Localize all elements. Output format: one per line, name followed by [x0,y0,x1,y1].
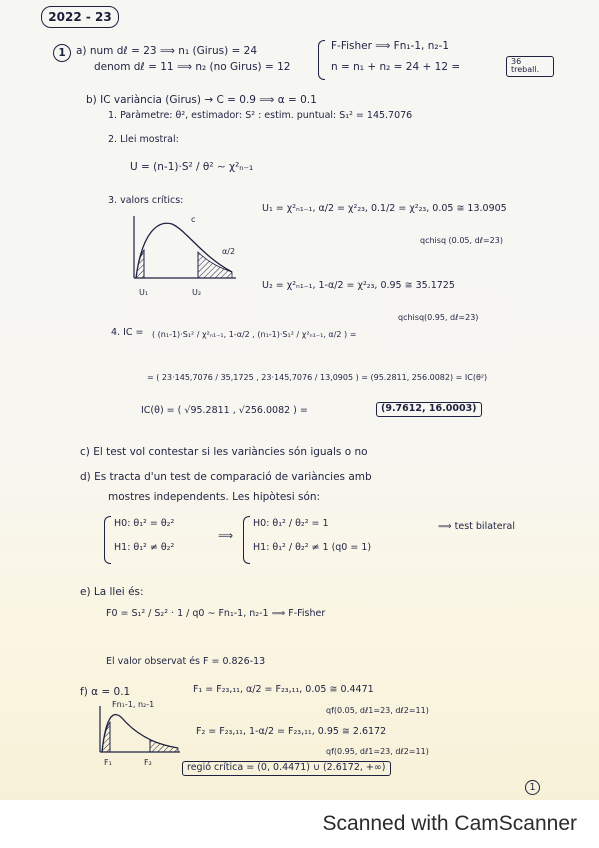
part-c-text: c) El test vol contestar si les variàncies són iguals o no [80,446,368,458]
part-b-ic-result: (9.7612, 16.0003) [376,402,482,417]
sketch-label-c: c [191,215,196,224]
part-f-f1: F₁ = F₂₃,₁₁, α/2 = F₂₃,₁₁, 0.05 ≅ 0.4471 [193,684,374,695]
part-a-n-total: n = n₁ + n₂ = 24 + 12 = [331,61,461,73]
part-e-formula: F0 = S₁² / S₂² · 1 / q0 ∼ Fn₁-1, n₂-1 ⟹ F-Fisher [106,608,326,619]
hypothesis-h0-ratio: H0: θ₁² / θ₂² = 1 [253,518,329,529]
test-type-note: ⟹ test bilateral [438,521,515,532]
part-a-line1: a) num dℓ = 23 ⟹ n₁ (Girus) = 24 [76,45,258,57]
part-b-ic-formula: ( (n₁-1)·S₁² / χ²ₙ₁₋₁, 1-α/2 , (n₁-1)·S₁² / χ²ₙ₁₋₁, α/2 ) = [152,330,357,339]
part-a-n-boxed: 36 treball. [506,56,554,77]
part-d-line2: mostres independents. Les hipòtesi són: [108,491,321,503]
sketch-label-alpha2: α/2 [222,247,236,256]
part-b-title: b) IC variància (Girus) → C = 0.9 ⟹ α = 0.1 [86,94,317,106]
sketch-label-u1: U₁ [139,288,149,297]
part-f-f2: F₂ = F₂₃,₁₁, 1-α/2 = F₂₃,₁₁, 0.95 ≅ 2.6172 [196,726,387,737]
f-sketch-label-f1: F₁ [104,758,112,767]
part-e-title: e) La llei és: [80,586,144,598]
page-number: 1 [525,780,540,795]
f-distribution-sketch [96,700,186,762]
sketch-label-u2: U₂ [192,288,202,297]
hypotheses-arrow: ⟹ [218,530,234,542]
part-b-u2-note: qchisq(0.95, dℓ=23) [398,313,479,322]
part-f-critical-region: regió crítica = (0, 0.4471) ∪ (2.6172, +∞) [182,761,391,776]
question-number: 1 [53,44,71,62]
f-sketch-title: Fn₁-1, n₂-1 [112,700,155,709]
hypothesis-h1-ratio: H1: θ₁² / θ₂² ≠ 1 (q0 = 1) [253,542,372,553]
part-a-fisher: F-Fisher ⟹ Fn₁-1, n₂-1 [331,40,450,52]
part-f-f1-note: qf(0.05, dℓ1=23, dℓ2=11) [326,706,429,715]
f-sketch-label-f2: F₂ [144,758,152,767]
part-e-observed: El valor observat és F = 0.826-13 [106,656,266,667]
part-b-u1-note: qchisq (0.05, dℓ=23) [420,236,503,245]
scanner-watermark: Scanned with CamScanner [322,812,577,835]
part-b-law-label: 2. Llei mostral: [108,134,179,145]
part-f-alpha: f) α = 0.1 [80,686,131,698]
part-f-f2-note: qf(0.95, dℓ1=23, dℓ2=11) [326,747,429,756]
part-b-ic-theta: IC(θ) = ( √95.2811 , √256.0082 ) = [141,405,308,416]
part-b-u2: U₂ = χ²ₙ₁₋₁, 1-α/2 = χ²₂₃, 0.95 ≅ 35.1725 [262,280,455,291]
part-b-parameter: 1. Paràmetre: θ², estimador: S² : estim. puntual: S₁² = 145.7076 [108,110,413,121]
part-b-ic-label: 4. IC = [111,327,144,338]
hypothesis-h0: H0: θ₁² = θ₂² [114,518,175,529]
year-label: 2022 - 23 [41,6,119,28]
part-b-u1: U₁ = χ²ₙ₁₋₁, α/2 = χ²₂₃, 0.1/2 = χ²₂₃, 0.05 ≅ 13.0905 [262,203,507,214]
part-b-law-formula: U = (n-1)·S² / θ² ∼ χ²ₙ₋₁ [130,161,254,173]
hypotheses-brace-right [243,516,250,564]
hypothesis-h1: H1: θ₁² ≠ θ₂² [114,542,175,553]
part-a-line2: denom dℓ = 11 ⟹ n₂ (no Girus) = 12 [94,61,291,73]
part-b-critical-label: 3. valors crítics: [108,195,184,206]
part-d-line1: d) Es tracta d'un test de comparació de variàncies amb [80,471,372,483]
part-a-brace [318,40,325,80]
part-b-ic-numeric: = ( 23·145,7076 / 35,1725 , 23·145,7076 / 13,0905 ) = (95.2811, 256.0082) = IC(θ²) [147,373,488,382]
hypotheses-brace-left [104,516,111,564]
